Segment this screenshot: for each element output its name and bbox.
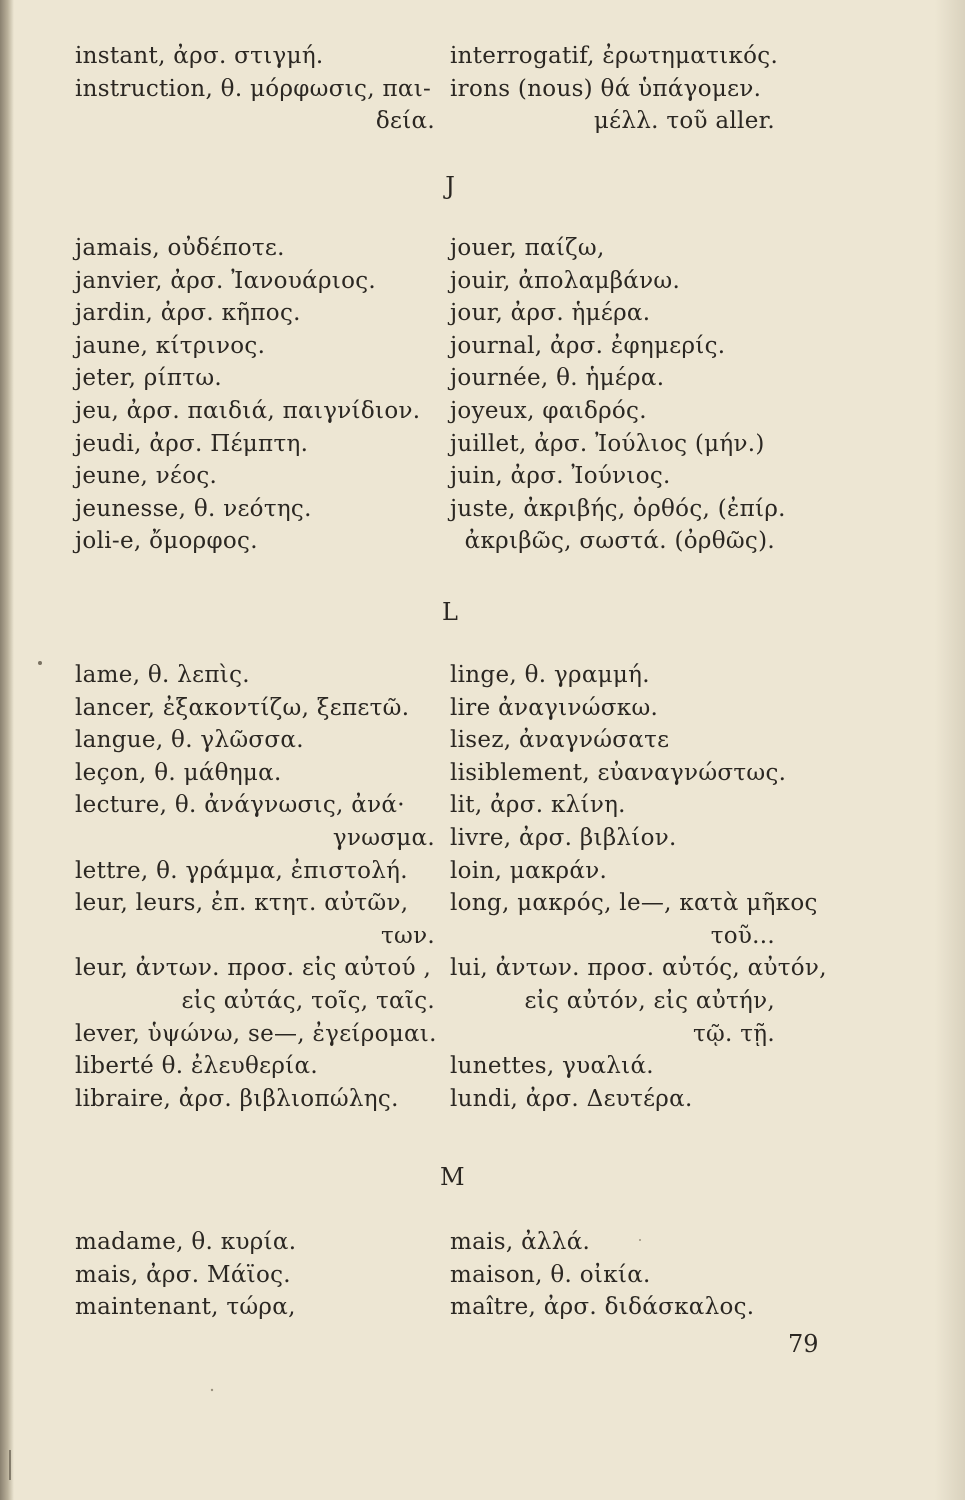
entry-text: jeune, νέος. — [75, 463, 218, 490]
entry-text: leur, leurs, ἐπ. κτητ. αὐτῶν, — [75, 890, 409, 917]
entry-text: jeunesse, θ. νεότης. — [75, 495, 312, 522]
dictionary-entry — [75, 395, 455, 428]
dictionary-entry — [75, 460, 455, 493]
entry-text: maître, ἀρσ. διδάσκαλος. — [450, 1294, 755, 1321]
page-edge — [935, 0, 965, 1500]
entry-text: instant, ἀρσ. στιγμή. — [75, 43, 324, 69]
entry-continuation: τοῦ... — [710, 922, 775, 949]
entry-text: jouer, παίζω, — [450, 235, 605, 261]
entry-text: jour, ἀρσ. ἡμέρα. — [450, 300, 651, 327]
dictionary-entry — [450, 822, 830, 855]
dictionary-entry — [75, 428, 455, 461]
entry-text: leur, ἀντων. προσ. εἰς αὐτού , — [75, 955, 432, 982]
dictionary-entry — [75, 493, 455, 526]
letter-heading-j: J — [445, 172, 455, 200]
dictionary-entry — [75, 952, 455, 1017]
dictionary-entry — [75, 1291, 455, 1324]
dictionary-entry — [75, 659, 455, 692]
entry-text: jaune, κίτρινος. — [75, 332, 266, 359]
dictionary-entry — [75, 73, 455, 138]
entry-text: leçon, θ. μάθημα. — [75, 759, 282, 786]
entry-text: loin, μακράν. — [450, 857, 608, 884]
dictionary-entry — [75, 757, 455, 790]
dictionary-entry — [450, 1259, 830, 1292]
section-i-left-column — [75, 40, 455, 138]
entry-continuation: εἰς αὐτόν, εἰς αὐτήν, — [524, 987, 775, 1014]
dictionary-entry — [75, 1050, 455, 1083]
entry-continuation: εἰς αὐτάς, τοῖς, ταῖς. — [181, 987, 435, 1014]
entry-continuation: ἀκριβῶς, σωστά. (ὀρθῶς). — [464, 528, 775, 555]
entry-text: juillet, ἀρσ. Ἰούλιος (μήν.) — [450, 430, 765, 457]
dictionary-entry — [450, 232, 830, 265]
entry-text: lunettes, γυαλιά. — [450, 1053, 654, 1080]
section-m-right-column — [450, 1226, 830, 1324]
dictionary-entry — [75, 265, 455, 298]
dictionary-entry — [450, 265, 830, 298]
dictionary-entry — [450, 1226, 830, 1259]
entry-text: juste, ἀκριβής, ὀρθός, (ἐπίρ. — [450, 495, 786, 522]
entry-text: long, μακρός, le—, κατὰ μῆκος — [450, 890, 818, 917]
entry-text: linge, θ. γραμμή. — [450, 662, 650, 688]
entry-text: janvier, ἀρσ. Ἰανουάριος. — [75, 267, 377, 294]
dictionary-entry — [75, 692, 455, 725]
section-j-right-column — [450, 232, 830, 558]
entry-text: lever, ὑψώνω, se—, ἐγείρομαι. — [75, 1020, 437, 1047]
entry-text: interrogatif, ἐρωτηματικός. — [450, 43, 779, 69]
dictionary-entry — [450, 330, 830, 363]
dictionary-entry — [450, 395, 830, 428]
dictionary-entry — [450, 493, 830, 558]
entry-text: lame, θ. λεπὶς. — [75, 662, 250, 688]
dictionary-entry — [450, 855, 830, 888]
entry-text: jouir, ἀπολαμβάνω. — [450, 267, 681, 294]
dictionary-entry — [450, 757, 830, 790]
dictionary-entry — [75, 1018, 455, 1051]
dictionary-entry — [75, 1083, 455, 1116]
dictionary-entry — [75, 525, 455, 558]
entry-continuation: γνωσμα. — [332, 824, 435, 851]
dictionary-entry — [75, 789, 455, 854]
dictionary-entry — [450, 692, 830, 725]
entry-text: juin, ἀρσ. Ἰούνιος. — [450, 463, 671, 490]
entry-text: maison, θ. οἰκία. — [450, 1261, 651, 1288]
section-j-left-column — [75, 232, 455, 558]
dictionary-entry — [450, 428, 830, 461]
entry-text: lisiblement, εὐαναγνώστως. — [450, 759, 787, 786]
entry-text: jamais, οὐδέποτε. — [75, 235, 285, 261]
dictionary-entry — [450, 362, 830, 395]
entry-text: lire ἀναγινώσκω. — [450, 694, 659, 721]
entry-text: lit, ἀρσ. κλίνη. — [450, 792, 626, 819]
dictionary-entry — [450, 297, 830, 330]
dictionary-entry — [450, 1050, 830, 1083]
entry-text: lettre, θ. γράμμα, ἐπιστολή. — [75, 857, 408, 884]
dictionary-entry — [450, 887, 830, 952]
entry-text: langue, θ. γλῶσσα. — [75, 727, 304, 754]
entry-text: jeudi, ἀρσ. Πέμπτη. — [75, 430, 309, 457]
entry-text: journée, θ. ἡμέρα. — [450, 365, 665, 392]
entry-continuation: των. — [381, 922, 435, 949]
dictionary-entry — [450, 460, 830, 493]
entry-text: lundi, ἀρσ. Δευτέρα. — [450, 1085, 693, 1112]
entry-text: mais, ἀρσ. Μάϊος. — [75, 1261, 291, 1288]
entry-text: jeter, ρίπτω. — [75, 365, 223, 392]
entry-text: jeu, ἀρσ. παιδιά, παιγνίδιον. — [75, 397, 421, 424]
entry-text: lui, ἀντων. προσ. αὐτός, αὐτόν, — [450, 955, 827, 982]
dictionary-entry — [75, 724, 455, 757]
dictionary-entry — [450, 789, 830, 822]
entry-text: irons (nous) θά ὑπάγομεν. — [450, 75, 762, 102]
entry-text: joyeux, φαιδρός. — [450, 397, 647, 424]
entry-text: joli-e, ὄμορφος. — [75, 528, 258, 555]
page-number: 79 — [788, 1330, 819, 1358]
dictionary-entry — [450, 1291, 830, 1324]
entry-text: libraire, ἀρσ. βιβλιοπώλης. — [75, 1085, 399, 1112]
section-m-left-column — [75, 1226, 455, 1324]
entry-text: lancer, ἐξακοντίζω, ξεπετῶ. — [75, 694, 410, 721]
letter-heading-m: M — [440, 1163, 465, 1191]
entry-text: mais, ἀλλά. — [450, 1229, 591, 1255]
dictionary-entry — [450, 40, 830, 73]
dictionary-entry — [75, 887, 455, 952]
dictionary-entry — [75, 330, 455, 363]
dictionary-entry — [450, 659, 830, 692]
entry-text: journal, ἀρσ. ἐφημερίς. — [450, 332, 726, 359]
entry-text: liberté θ. ἐλευθερία. — [75, 1053, 318, 1080]
dictionary-entry — [450, 1083, 830, 1116]
entry-text: jardin, ἀρσ. κῆπος. — [75, 300, 301, 327]
entry-text: madame, θ. κυρία. — [75, 1229, 297, 1255]
dictionary-entry — [450, 1018, 830, 1051]
entry-continuation: μέλλ. τοῦ aller. — [593, 108, 775, 135]
dictionary-entry — [450, 73, 830, 138]
dictionary-entry — [75, 1259, 455, 1292]
dictionary-entry — [450, 724, 830, 757]
entry-continuation: δεία. — [375, 108, 435, 135]
entry-text: maintenant, τώρα, — [75, 1294, 296, 1321]
entry-text: livre, ἀρσ. βιβλίον. — [450, 824, 677, 851]
section-i-right-column — [450, 40, 830, 138]
dictionary-entry — [75, 362, 455, 395]
entry-text: lecture, θ. ἀνάγνωσις, ἀνά· — [75, 792, 405, 819]
section-l-right-column — [450, 659, 830, 1115]
dictionary-entry — [75, 1226, 455, 1259]
dictionary-entry — [75, 297, 455, 330]
section-l-left-column — [75, 659, 455, 1115]
entry-text: instruction, θ. μόρφωσις, παι- — [75, 75, 432, 102]
letter-heading-l: L — [442, 598, 458, 626]
entry-continuation: τῷ. τῇ. — [692, 1020, 775, 1047]
entry-text: lisez, ἀναγνώσατε — [450, 727, 670, 754]
dictionary-entry — [75, 855, 455, 888]
dictionary-entry — [75, 232, 455, 265]
dictionary-entry — [75, 40, 455, 73]
binding-gutter — [0, 0, 14, 1500]
dictionary-entry — [450, 952, 830, 1017]
